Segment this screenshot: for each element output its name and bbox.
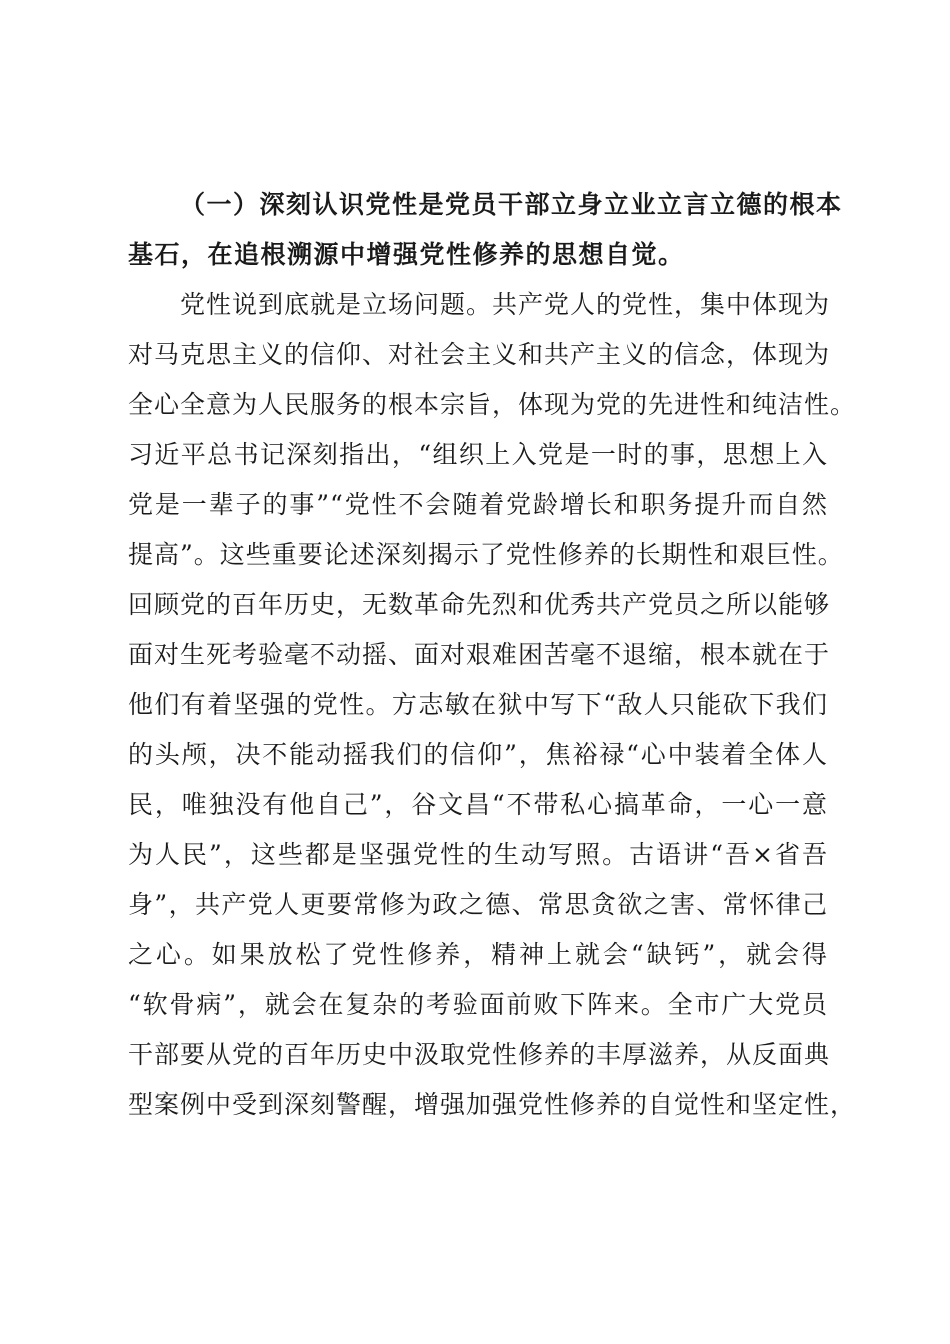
paragraph-line: 党是一辈子的事”“党性不会随着党龄增长和职务提升而自然 <box>128 490 828 519</box>
paragraph-line: 习近平总书记深刻指出，“组织上入党是一时的事，思想上入 <box>128 440 828 469</box>
heading-line: 基石，在追根溯源中增强党性修养的思想自觉。 <box>128 240 685 269</box>
paragraph-line: 回顾党的百年历史，无数革命先烈和优秀共产党员之所以能够 <box>128 590 831 619</box>
paragraph-line: 面对生死考验毫不动摇、面对艰难困苦毫不退缩，根本就在于 <box>128 640 831 669</box>
paragraph-line: 提高”。这些重要论述深刻揭示了党性修养的长期性和艰巨性。 <box>128 540 844 569</box>
paragraph-line: 身”，共产党人更要常修为政之德、常思贪欲之害、常怀律己 <box>128 890 828 919</box>
paragraph-line: 的头颅，决不能动摇我们的信仰”，焦裕禄“心中装着全体人 <box>128 740 828 769</box>
paragraph-line: “软骨病”，就会在复杂的考验面前败下阵来。全市广大党员 <box>128 990 828 1019</box>
body-paragraph <box>128 280 857 1130</box>
paragraph-line: 之心。如果放松了党性修养，精神上就会“缺钙”，就会得 <box>128 940 828 969</box>
paragraph-line: 型案例中受到深刻警醒，增强加强党性修养的自觉性和坚定性， <box>128 1090 857 1119</box>
paragraph-line: 对马克思主义的信仰、对社会主义和共产主义的信念，体现为 <box>128 340 831 369</box>
paragraph-line: 为人民”，这些都是坚强党性的生动写照。古语讲“吾×省吾 <box>128 840 828 869</box>
document-body <box>128 180 857 1130</box>
heading-line: （一）深刻认识党性是党员干部立身立业立言立德的根本 <box>180 190 843 219</box>
paragraph-line: 干部要从党的百年历史中汲取党性修养的丰厚滋养，从反面典 <box>128 1040 831 1069</box>
section-heading <box>128 180 843 280</box>
paragraph-line: 党性说到底就是立场问题。共产党人的党性，集中体现为 <box>180 290 831 319</box>
paragraph-line: 民，唯独没有他自己”，谷文昌“不带私心搞革命，一心一意 <box>128 790 828 819</box>
paragraph-line: 他们有着坚强的党性。方志敏在狱中写下“敌人只能砍下我们 <box>128 690 828 719</box>
paragraph-line: 全心全意为人民服务的根本宗旨，体现为党的先进性和纯洁性。 <box>128 390 857 419</box>
